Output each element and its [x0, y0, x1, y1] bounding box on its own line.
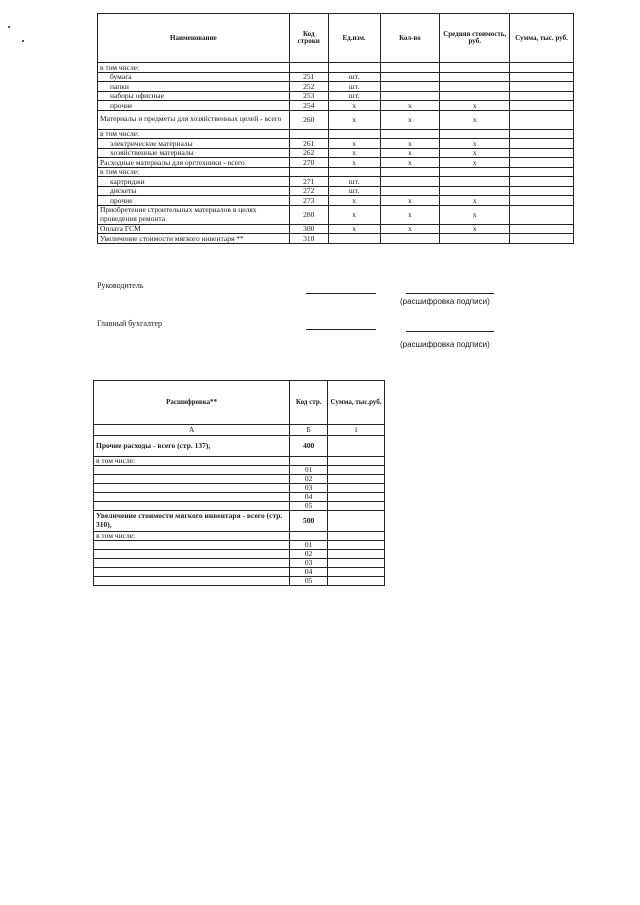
row-name: Приобретение строительных материалов в целях проведения ремонта: [98, 205, 290, 224]
row-unit: x: [328, 224, 380, 234]
row-unit: x: [328, 196, 380, 206]
row-name: Увеличение стоимости мягкого инвентаря - всего (стр. 310),: [94, 511, 290, 532]
row-code: 03: [290, 484, 328, 493]
row-name: дискеты: [98, 186, 290, 196]
row-unit: x: [328, 205, 380, 224]
col-letter: А: [94, 425, 290, 436]
table-row: [94, 550, 385, 559]
head-decode-label: (расшифровка подписи): [400, 297, 490, 306]
table-row: [98, 72, 574, 82]
table-row: [94, 484, 385, 493]
materials-table: [97, 13, 574, 244]
row-avg-cost: [440, 234, 510, 244]
table-row: [98, 82, 574, 92]
row-code: 05: [290, 577, 328, 586]
row-sum[interactable]: [510, 63, 574, 73]
row-qty: x: [380, 148, 440, 158]
table-row: [98, 139, 574, 149]
table-row: [98, 186, 574, 196]
row-code: 272: [289, 186, 328, 196]
row-code: 252: [289, 82, 328, 92]
row-qty: [380, 72, 440, 82]
header-code: Код строки: [289, 14, 328, 63]
row-unit: x: [328, 148, 380, 158]
table-row: [98, 63, 574, 73]
table-row: [98, 148, 574, 158]
row-name: [94, 466, 290, 475]
row-avg-cost: x: [440, 139, 510, 149]
row-name: [94, 550, 290, 559]
row-qty: x: [380, 158, 440, 168]
row-code: [289, 63, 328, 73]
row-qty: [380, 129, 440, 139]
row-sum[interactable]: [328, 457, 385, 466]
row-code: 271: [289, 177, 328, 187]
row-sum[interactable]: [510, 224, 574, 234]
row-code: 01: [290, 466, 328, 475]
table-row: [94, 541, 385, 550]
row-unit: x: [328, 158, 380, 168]
table-row: [98, 110, 574, 129]
row-name: прочие: [98, 101, 290, 111]
row-code: 251: [289, 72, 328, 82]
row-avg-cost: x: [440, 224, 510, 234]
row-sum[interactable]: [328, 532, 385, 541]
head-signature-line: [306, 293, 376, 294]
row-code: 04: [290, 493, 328, 502]
row-sum[interactable]: [328, 559, 385, 568]
row-name: прочие: [98, 196, 290, 206]
table-row: [94, 475, 385, 484]
row-avg-cost: x: [440, 196, 510, 206]
row-code: 310: [289, 234, 328, 244]
row-avg-cost: [440, 167, 510, 177]
row-avg-cost: [440, 63, 510, 73]
accountant-decode-line: [406, 331, 494, 332]
table-row: [98, 224, 574, 234]
header-avg-cost: Средняя стоимость, руб.: [440, 14, 510, 63]
row-sum[interactable]: [510, 110, 574, 129]
accountant-signature-line: [306, 329, 376, 330]
row-sum[interactable]: [510, 158, 574, 168]
col-letter: Б: [290, 425, 328, 436]
row-name: в том числе:: [94, 457, 290, 466]
row-sum[interactable]: [328, 511, 385, 532]
row-sum[interactable]: [510, 101, 574, 111]
row-qty: [380, 167, 440, 177]
row-unit: шт.: [328, 186, 380, 196]
row-sum[interactable]: [328, 475, 385, 484]
row-name: [94, 577, 290, 586]
row-code: 02: [290, 550, 328, 559]
row-code: 02: [290, 475, 328, 484]
row-code: 300: [289, 224, 328, 234]
row-sum[interactable]: [510, 82, 574, 92]
row-qty: [380, 234, 440, 244]
table-row: [94, 502, 385, 511]
row-sum[interactable]: [328, 550, 385, 559]
row-avg-cost: [440, 186, 510, 196]
row-code: [289, 129, 328, 139]
row-code: 03: [290, 559, 328, 568]
row-code: [290, 532, 328, 541]
table-row: [94, 532, 385, 541]
table-row: [98, 91, 574, 101]
row-avg-cost: [440, 72, 510, 82]
table-row: [94, 568, 385, 577]
col-letter: 1: [328, 425, 385, 436]
row-code: 260: [289, 110, 328, 129]
row-unit: x: [328, 110, 380, 129]
row-sum[interactable]: [328, 568, 385, 577]
row-sum[interactable]: [328, 577, 385, 586]
row-qty: [380, 186, 440, 196]
row-sum[interactable]: [328, 484, 385, 493]
header-name: Наименование: [98, 14, 290, 63]
row-code: 273: [289, 196, 328, 206]
header-qty: Кол-во: [380, 14, 440, 63]
row-name: [94, 475, 290, 484]
row-code: [289, 167, 328, 177]
row-name: [94, 484, 290, 493]
row-unit: x: [328, 101, 380, 111]
scan-speck: [22, 40, 24, 42]
row-sum[interactable]: [510, 148, 574, 158]
row-unit: шт.: [328, 177, 380, 187]
row-name: [94, 568, 290, 577]
head-decode-line: [406, 293, 494, 294]
row-sum[interactable]: [328, 541, 385, 550]
table-row: [98, 167, 574, 177]
row-qty: x: [380, 205, 440, 224]
row-sum[interactable]: [328, 436, 385, 457]
row-name: [94, 541, 290, 550]
row-qty: [380, 91, 440, 101]
table-row: [98, 234, 574, 244]
row-sum[interactable]: [510, 186, 574, 196]
row-name: Прочие расходы - всего (стр. 137),: [94, 436, 290, 457]
table-row: [94, 493, 385, 502]
row-avg-cost: x: [440, 110, 510, 129]
row-name: Материалы и предметы для хозяйственных целей - всего: [98, 110, 290, 129]
row-code: 261: [289, 139, 328, 149]
row-sum[interactable]: [510, 72, 574, 82]
row-code: 500: [290, 511, 328, 532]
table-row: [98, 129, 574, 139]
row-avg-cost: [440, 91, 510, 101]
header-breakdown: Расшифровка**: [94, 381, 290, 425]
row-qty: x: [380, 101, 440, 111]
row-qty: [380, 63, 440, 73]
row-avg-cost: [440, 129, 510, 139]
row-name: [94, 493, 290, 502]
row-code: 262: [289, 148, 328, 158]
row-unit: [328, 129, 380, 139]
breakdown-table: [93, 380, 385, 586]
row-name: бумага: [98, 72, 290, 82]
row-qty: x: [380, 224, 440, 234]
row-avg-cost: x: [440, 158, 510, 168]
row-unit: x: [328, 139, 380, 149]
row-code: 280: [289, 205, 328, 224]
row-sum[interactable]: [328, 502, 385, 511]
table-row: [94, 559, 385, 568]
row-unit: шт.: [328, 72, 380, 82]
table-row: [98, 205, 574, 224]
row-sum[interactable]: [510, 205, 574, 224]
row-sum[interactable]: [328, 466, 385, 475]
row-name: [94, 559, 290, 568]
row-name: хозяйственные материалы: [98, 148, 290, 158]
table-row: [98, 177, 574, 187]
row-sum[interactable]: [510, 91, 574, 101]
table-row: [98, 196, 574, 206]
table-row: [98, 101, 574, 111]
table-row: [94, 457, 385, 466]
row-name: [94, 502, 290, 511]
scan-speck: [8, 26, 10, 28]
head-label: Руководитель: [97, 281, 144, 290]
row-name: в том числе:: [94, 532, 290, 541]
table-row: [94, 511, 385, 532]
row-code: 400: [290, 436, 328, 457]
row-qty: [380, 82, 440, 92]
row-name: Расходные материалы для оргтехники - всего: [98, 158, 290, 168]
row-name: наборы офисные: [98, 91, 290, 101]
row-unit: шт.: [328, 91, 380, 101]
row-name: в том числе:: [98, 63, 290, 73]
row-code: 05: [290, 502, 328, 511]
row-sum[interactable]: [510, 234, 574, 244]
accountant-label: Главный бухгалтер: [97, 319, 162, 328]
row-name: папки: [98, 82, 290, 92]
header-code: Код стр.: [290, 381, 328, 425]
row-unit: шт.: [328, 82, 380, 92]
header-sum: Сумма, тыс. руб.: [510, 14, 574, 63]
row-code: 270: [289, 158, 328, 168]
row-qty: x: [380, 139, 440, 149]
row-name: картриджи: [98, 177, 290, 187]
row-name: электрические материалы: [98, 139, 290, 149]
row-unit: [328, 234, 380, 244]
row-avg-cost: [440, 82, 510, 92]
table-row: [94, 466, 385, 475]
row-sum[interactable]: [510, 139, 574, 149]
row-avg-cost: [440, 177, 510, 187]
row-code: 253: [289, 91, 328, 101]
table-row: [98, 158, 574, 168]
row-name: в том числе:: [98, 129, 290, 139]
row-code: [290, 457, 328, 466]
header-sum: Сумма, тыс.руб.: [328, 381, 385, 425]
row-qty: x: [380, 110, 440, 129]
row-avg-cost: x: [440, 148, 510, 158]
table-row: [94, 436, 385, 457]
row-avg-cost: x: [440, 205, 510, 224]
row-sum[interactable]: [510, 129, 574, 139]
row-sum[interactable]: [510, 177, 574, 187]
row-qty: x: [380, 196, 440, 206]
table-row: [94, 577, 385, 586]
row-code: 254: [289, 101, 328, 111]
row-avg-cost: x: [440, 101, 510, 111]
row-code: 01: [290, 541, 328, 550]
row-sum[interactable]: [510, 167, 574, 177]
row-name: в том числе:: [98, 167, 290, 177]
accountant-decode-label: (расшифровка подписи): [400, 340, 490, 349]
row-sum[interactable]: [510, 196, 574, 206]
row-unit: [328, 167, 380, 177]
header-unit: Ед.изм.: [328, 14, 380, 63]
row-qty: [380, 177, 440, 187]
row-code: 04: [290, 568, 328, 577]
row-sum[interactable]: [328, 493, 385, 502]
row-name: Оплата ГСМ: [98, 224, 290, 234]
row-unit: [328, 63, 380, 73]
row-name: Увеличение стоимости мягкого инвентаря **: [98, 234, 290, 244]
